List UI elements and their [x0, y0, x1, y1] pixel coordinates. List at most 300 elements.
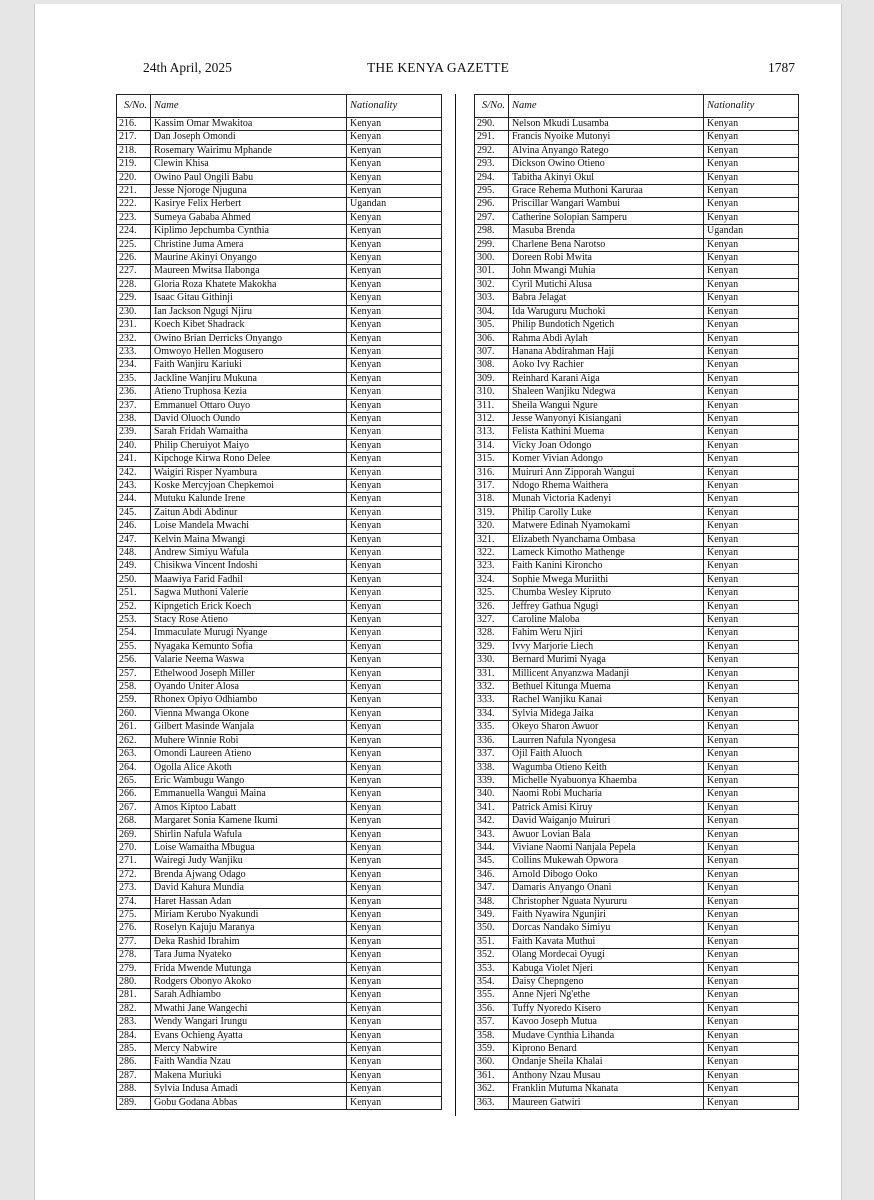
table-row — [475, 426, 799, 439]
person-name: Sarah Adhiambo — [151, 989, 347, 1002]
nationality: Kenyan — [704, 332, 799, 345]
serial-number: 267. — [117, 801, 151, 814]
table-row — [117, 131, 442, 144]
nationality: Kenyan — [704, 882, 799, 895]
nationality: Kenyan — [347, 908, 442, 921]
serial-number: 249. — [117, 560, 151, 573]
nationality: Kenyan — [347, 399, 442, 412]
person-name: David Oluoch Oundo — [151, 412, 347, 425]
serial-number: 265. — [117, 774, 151, 787]
nationality: Kenyan — [347, 171, 442, 184]
person-name: John Mwangi Muhia — [509, 265, 704, 278]
table-row — [117, 855, 442, 868]
table-row — [117, 493, 442, 506]
nationality: Kenyan — [347, 412, 442, 425]
person-name: David Waiganjo Muiruri — [509, 815, 704, 828]
serial-number: 335. — [475, 721, 509, 734]
person-name: Kasirye Felix Herbert — [151, 198, 347, 211]
nationality: Kenyan — [347, 520, 442, 533]
serial-number: 268. — [117, 815, 151, 828]
table-row — [475, 882, 799, 895]
nationality: Kenyan — [704, 171, 799, 184]
nationality: Kenyan — [704, 252, 799, 265]
serial-number: 336. — [475, 734, 509, 747]
column-divider — [455, 94, 456, 1116]
serial-number: 232. — [117, 332, 151, 345]
table-row — [117, 238, 442, 251]
table-row — [475, 493, 799, 506]
nationality: Kenyan — [347, 841, 442, 854]
table-row — [117, 520, 442, 533]
person-name: Olang Mordecai Oyugi — [509, 949, 704, 962]
table-row — [475, 144, 799, 157]
nationality: Kenyan — [347, 707, 442, 720]
person-name: Felista Kathini Muema — [509, 426, 704, 439]
table-row — [475, 976, 799, 989]
serial-number: 282. — [117, 1002, 151, 1015]
person-name: Jesse Wanyonyi Kisiangani — [509, 412, 704, 425]
table-row — [117, 801, 442, 814]
serial-number: 309. — [475, 372, 509, 385]
table-row — [117, 640, 442, 653]
serial-number: 243. — [117, 479, 151, 492]
nationality: Kenyan — [704, 828, 799, 841]
person-name: Cyril Mutichi Alusa — [509, 278, 704, 291]
table-row — [475, 453, 799, 466]
table-row — [117, 587, 442, 600]
nationality: Kenyan — [347, 882, 442, 895]
serial-number: 313. — [475, 426, 509, 439]
nationality: Kenyan — [347, 252, 442, 265]
person-name: Kiprono Benard — [509, 1043, 704, 1056]
person-name: Philip Cheruiyot Maiyo — [151, 439, 347, 452]
serial-number: 339. — [475, 774, 509, 787]
serial-number: 276. — [117, 922, 151, 935]
table-row — [475, 828, 799, 841]
person-name: Maurine Akinyi Onyango — [151, 252, 347, 265]
serial-number: 263. — [117, 748, 151, 761]
nationality: Kenyan — [704, 667, 799, 680]
nationality: Kenyan — [347, 493, 442, 506]
serial-number: 258. — [117, 681, 151, 694]
table-row — [475, 587, 799, 600]
nationality: Kenyan — [347, 788, 442, 801]
nationality: Kenyan — [347, 372, 442, 385]
table-row — [475, 412, 799, 425]
serial-number: 329. — [475, 640, 509, 653]
table-row — [475, 962, 799, 975]
person-name: Jackline Wanjiru Mukuna — [151, 372, 347, 385]
nationality: Kenyan — [704, 855, 799, 868]
serial-number: 291. — [475, 131, 509, 144]
nationality: Kenyan — [347, 345, 442, 358]
person-name: Emmanuel Ottaro Ouyo — [151, 399, 347, 412]
nationality: Kenyan — [704, 533, 799, 546]
serial-number: 284. — [117, 1029, 151, 1042]
table-row — [117, 506, 442, 519]
table-row — [475, 547, 799, 560]
serial-number: 289. — [117, 1096, 151, 1109]
table-row — [117, 359, 442, 372]
table-row — [475, 345, 799, 358]
nationality: Kenyan — [704, 962, 799, 975]
serial-number: 235. — [117, 372, 151, 385]
nationality: Kenyan — [347, 895, 442, 908]
serial-number: 296. — [475, 198, 509, 211]
column-header-name: Name — [151, 95, 347, 118]
nationality: Kenyan — [347, 815, 442, 828]
nationality: Kenyan — [704, 1083, 799, 1096]
nationality: Kenyan — [347, 734, 442, 747]
serial-number: 231. — [117, 319, 151, 332]
person-name: Wairegi Judy Wanjiku — [151, 855, 347, 868]
serial-number: 251. — [117, 587, 151, 600]
serial-number: 236. — [117, 386, 151, 399]
serial-number: 328. — [475, 627, 509, 640]
person-name: Dickson Owino Otieno — [509, 158, 704, 171]
serial-number: 357. — [475, 1016, 509, 1029]
serial-number: 294. — [475, 171, 509, 184]
person-name: Loise Mandela Mwachi — [151, 520, 347, 533]
serial-number: 327. — [475, 614, 509, 627]
nationality: Kenyan — [347, 1002, 442, 1015]
table-row — [475, 158, 799, 171]
serial-number: 352. — [475, 949, 509, 962]
serial-number: 277. — [117, 935, 151, 948]
person-name: Kabuga Violet Njeri — [509, 962, 704, 975]
serial-number: 271. — [117, 855, 151, 868]
person-name: Ida Waruguru Muchoki — [509, 305, 704, 318]
serial-number: 279. — [117, 962, 151, 975]
table-row — [475, 252, 799, 265]
serial-number: 216. — [117, 118, 151, 131]
person-name: Wendy Wangari Irungu — [151, 1016, 347, 1029]
table-row — [475, 439, 799, 452]
table-row — [475, 1043, 799, 1056]
nationality: Kenyan — [347, 761, 442, 774]
nationality: Kenyan — [704, 1002, 799, 1015]
person-name: Lameck Kimotho Mathenge — [509, 547, 704, 560]
nationality: Kenyan — [704, 895, 799, 908]
nationality: Kenyan — [704, 815, 799, 828]
table-row — [117, 372, 442, 385]
person-name: Collins Mukewah Opwora — [509, 855, 704, 868]
table-row — [117, 399, 442, 412]
table-row — [117, 198, 442, 211]
table-row — [117, 386, 442, 399]
table-row — [475, 386, 799, 399]
table-row — [475, 479, 799, 492]
serial-number: 303. — [475, 292, 509, 305]
table-row — [117, 774, 442, 787]
person-name: Viviane Naomi Nanjala Pepela — [509, 841, 704, 854]
serial-number: 250. — [117, 573, 151, 586]
person-name: Shirlin Nafula Wafula — [151, 828, 347, 841]
table-row — [117, 479, 442, 492]
serial-number: 345. — [475, 855, 509, 868]
table-row — [117, 908, 442, 921]
serial-number: 310. — [475, 386, 509, 399]
table-row — [475, 533, 799, 546]
nationality: Kenyan — [704, 868, 799, 881]
person-name: Nelson Mkudi Lusamba — [509, 118, 704, 131]
table-row — [117, 278, 442, 291]
person-name: Ogolla Alice Akoth — [151, 761, 347, 774]
serial-number: 293. — [475, 158, 509, 171]
table-row — [117, 721, 442, 734]
nationality: Kenyan — [704, 305, 799, 318]
nationality: Kenyan — [704, 158, 799, 171]
table-row — [117, 935, 442, 948]
serial-number: 358. — [475, 1029, 509, 1042]
table-row — [117, 868, 442, 881]
table-row — [475, 895, 799, 908]
table-row — [475, 614, 799, 627]
nationality: Kenyan — [704, 265, 799, 278]
table-row — [475, 841, 799, 854]
table-row — [117, 252, 442, 265]
serial-number: 299. — [475, 238, 509, 251]
serial-number: 322. — [475, 547, 509, 560]
person-name: Faith Wandia Nzau — [151, 1056, 347, 1069]
nationality: Kenyan — [347, 211, 442, 224]
nationality: Ugandan — [704, 225, 799, 238]
serial-number: 346. — [475, 868, 509, 881]
serial-number: 239. — [117, 426, 151, 439]
person-name: Elizabeth Nyanchama Ombasa — [509, 533, 704, 546]
nationality: Kenyan — [347, 614, 442, 627]
table-row — [475, 359, 799, 372]
serial-number: 307. — [475, 345, 509, 358]
nationality: Kenyan — [704, 426, 799, 439]
nationality: Kenyan — [704, 1069, 799, 1082]
serial-number: 245. — [117, 506, 151, 519]
person-name: Sumeya Gababa Ahmed — [151, 211, 347, 224]
serial-number: 363. — [475, 1096, 509, 1109]
person-name: Shaleen Wanjiku Ndegwa — [509, 386, 704, 399]
nationality: Kenyan — [347, 949, 442, 962]
nationality: Kenyan — [347, 976, 442, 989]
serial-number: 269. — [117, 828, 151, 841]
nationality: Kenyan — [347, 667, 442, 680]
nationality: Kenyan — [704, 654, 799, 667]
nationality: Kenyan — [704, 841, 799, 854]
nationality: Kenyan — [704, 681, 799, 694]
person-name: Bethuel Kitunga Muema — [509, 681, 704, 694]
person-name: Gobu Godana Abbas — [151, 1096, 347, 1109]
nationality: Kenyan — [347, 1083, 442, 1096]
table-row — [475, 265, 799, 278]
serial-number: 221. — [117, 185, 151, 198]
column-header-name: Name — [509, 95, 704, 118]
table-row — [475, 721, 799, 734]
table-row — [117, 707, 442, 720]
serial-number: 285. — [117, 1043, 151, 1056]
column-header-nationality: Nationality — [704, 95, 799, 118]
table-row — [475, 171, 799, 184]
serial-number: 217. — [117, 131, 151, 144]
table-row — [117, 1056, 442, 1069]
table-row — [117, 211, 442, 224]
serial-number: 320. — [475, 520, 509, 533]
serial-number: 230. — [117, 305, 151, 318]
nationality: Kenyan — [347, 573, 442, 586]
table-row — [475, 560, 799, 573]
nationality: Kenyan — [704, 908, 799, 921]
nationality: Kenyan — [704, 1029, 799, 1042]
person-name: Christopher Nguata Nyururu — [509, 895, 704, 908]
person-name: Daisy Chepngeno — [509, 976, 704, 989]
nationality: Kenyan — [704, 439, 799, 452]
table-row — [117, 1096, 442, 1109]
table-row — [117, 989, 442, 1002]
nationality: Kenyan — [347, 721, 442, 734]
table-row — [475, 1016, 799, 1029]
table-row — [475, 1002, 799, 1015]
person-name: Francis Nyoike Mutonyi — [509, 131, 704, 144]
nationality: Kenyan — [347, 681, 442, 694]
nationality: Kenyan — [704, 573, 799, 586]
table-row — [475, 319, 799, 332]
serial-number: 331. — [475, 667, 509, 680]
table-row — [117, 573, 442, 586]
names-table-right — [474, 94, 799, 1110]
person-name: Clewin Khisa — [151, 158, 347, 171]
serial-number: 344. — [475, 841, 509, 854]
table-header-row — [475, 95, 799, 118]
nationality: Kenyan — [347, 439, 442, 452]
person-name: Dan Joseph Omondi — [151, 131, 347, 144]
person-name: Anne Njeri Ng'ethe — [509, 989, 704, 1002]
table-row — [117, 895, 442, 908]
nationality: Kenyan — [704, 198, 799, 211]
person-name: Wagumba Otieno Keith — [509, 761, 704, 774]
person-name: Laurren Nafula Nyongesa — [509, 734, 704, 747]
serial-number: 341. — [475, 801, 509, 814]
person-name: Owino Brian Derricks Onyango — [151, 332, 347, 345]
table-row — [117, 144, 442, 157]
nationality: Kenyan — [704, 520, 799, 533]
person-name: Catherine Solopian Samperu — [509, 211, 704, 224]
serial-number: 348. — [475, 895, 509, 908]
nationality: Kenyan — [704, 144, 799, 157]
serial-number: 286. — [117, 1056, 151, 1069]
serial-number: 218. — [117, 144, 151, 157]
table-row — [475, 654, 799, 667]
person-name: Sarah Fridah Wamaitha — [151, 426, 347, 439]
table-row — [475, 1096, 799, 1109]
person-name: Immaculate Murugi Nyange — [151, 627, 347, 640]
nationality: Kenyan — [704, 185, 799, 198]
person-name: David Kahura Mundia — [151, 882, 347, 895]
nationality: Kenyan — [704, 949, 799, 962]
person-name: Doreen Robi Mwita — [509, 252, 704, 265]
table-row — [475, 949, 799, 962]
serial-number: 266. — [117, 788, 151, 801]
person-name: Kipngetich Erick Koech — [151, 600, 347, 613]
person-name: Arnold Dibogo Ooko — [509, 868, 704, 881]
table-row — [475, 640, 799, 653]
person-name: Amos Kiptoo Labatt — [151, 801, 347, 814]
table-row — [117, 922, 442, 935]
person-name: Deka Rashid Ibrahim — [151, 935, 347, 948]
serial-number: 229. — [117, 292, 151, 305]
table-row — [475, 681, 799, 694]
nationality: Kenyan — [347, 278, 442, 291]
serial-number: 333. — [475, 694, 509, 707]
person-name: Kassim Omar Mwakitoa — [151, 118, 347, 131]
nationality: Kenyan — [704, 721, 799, 734]
nationality: Kenyan — [704, 118, 799, 131]
serial-number: 283. — [117, 1016, 151, 1029]
person-name: Jesse Njoroge Njuguna — [151, 185, 347, 198]
serial-number: 252. — [117, 600, 151, 613]
table-row — [117, 332, 442, 345]
serial-number: 362. — [475, 1083, 509, 1096]
serial-number: 314. — [475, 439, 509, 452]
table-header-row — [117, 95, 442, 118]
serial-number: 324. — [475, 573, 509, 586]
nationality: Kenyan — [704, 1056, 799, 1069]
table-row — [475, 573, 799, 586]
issue-date: 24th April, 2025 — [143, 60, 232, 75]
table-row — [475, 788, 799, 801]
serial-number: 226. — [117, 252, 151, 265]
nationality: Kenyan — [347, 118, 442, 131]
serial-number: 354. — [475, 976, 509, 989]
person-name: Owino Paul Ongili Babu — [151, 171, 347, 184]
serial-number: 300. — [475, 252, 509, 265]
person-name: Anthony Nzau Musau — [509, 1069, 704, 1082]
table-row — [475, 292, 799, 305]
table-row — [117, 654, 442, 667]
nationality: Kenyan — [704, 788, 799, 801]
serial-number: 244. — [117, 493, 151, 506]
nationality: Kenyan — [347, 922, 442, 935]
person-name: Faith Kanini Kironcho — [509, 560, 704, 573]
person-name: Philip Carolly Luke — [509, 506, 704, 519]
table-row — [475, 399, 799, 412]
serial-number: 234. — [117, 359, 151, 372]
table-row — [475, 1029, 799, 1042]
serial-number: 353. — [475, 962, 509, 975]
person-name: Sophie Mwega Muriithi — [509, 573, 704, 586]
serial-number: 298. — [475, 225, 509, 238]
person-name: Emmanuella Wangui Maina — [151, 788, 347, 801]
table-row — [475, 694, 799, 707]
person-name: Mutuku Kalunde Irene — [151, 493, 347, 506]
serial-number: 334. — [475, 707, 509, 720]
nationality: Kenyan — [347, 131, 442, 144]
person-name: Rachel Wanjiku Kanai — [509, 694, 704, 707]
table-row — [475, 667, 799, 680]
serial-number: 253. — [117, 614, 151, 627]
serial-number: 347. — [475, 882, 509, 895]
serial-number: 332. — [475, 681, 509, 694]
person-name: Margaret Sonia Kamene Ikumi — [151, 815, 347, 828]
serial-number: 305. — [475, 319, 509, 332]
nationality: Kenyan — [704, 238, 799, 251]
person-name: Matwere Edinah Nyamokami — [509, 520, 704, 533]
nationality: Kenyan — [347, 547, 442, 560]
table-row — [475, 278, 799, 291]
nationality: Kenyan — [704, 935, 799, 948]
person-name: Omwoyo Hellen Mogusero — [151, 345, 347, 358]
table-row — [475, 935, 799, 948]
person-name: Ivvy Marjorie Liech — [509, 640, 704, 653]
table-row — [117, 694, 442, 707]
nationality: Kenyan — [347, 479, 442, 492]
